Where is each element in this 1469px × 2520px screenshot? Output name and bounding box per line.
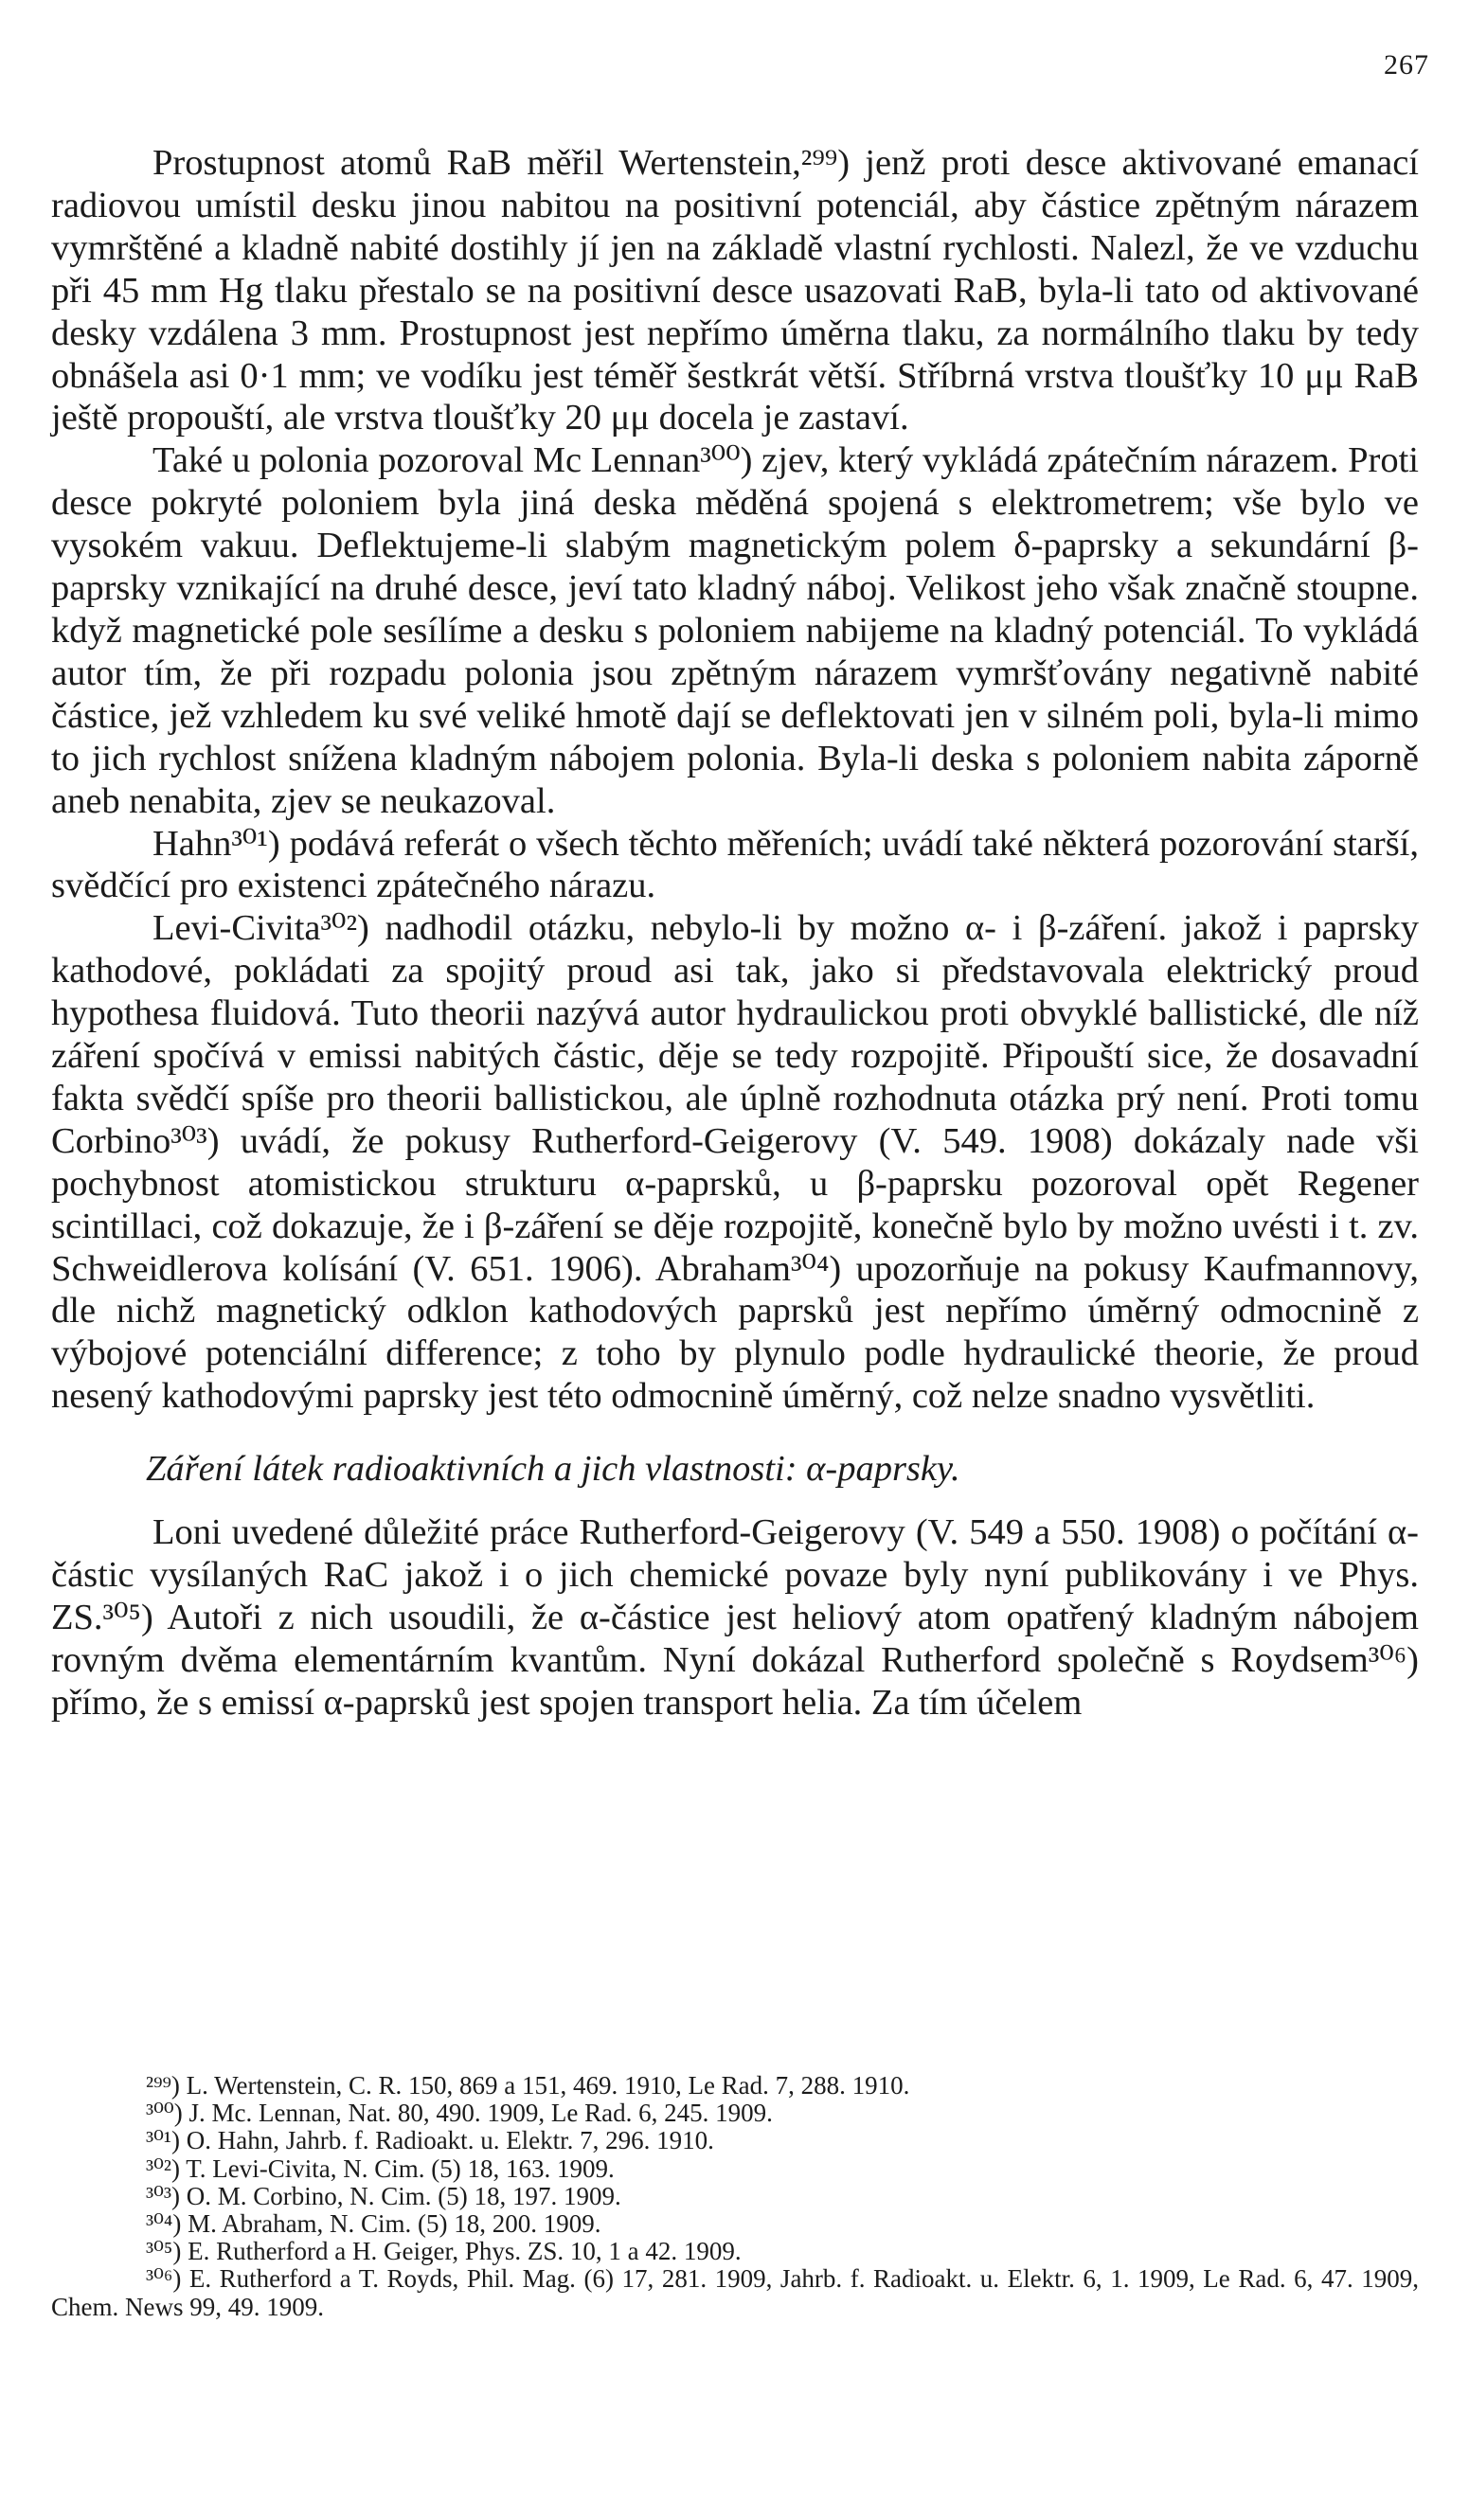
page-number: 267 bbox=[1384, 49, 1429, 80]
footnotes bbox=[51, 2072, 1419, 2321]
footnote-303: ³⁰³) O. M. Corbino, N. Cim. (5) 18, 197. 1909. bbox=[146, 2181, 621, 2210]
section-heading: Záření látek radioaktivních a jich vlastnosti: α-paprsky. bbox=[146, 1449, 960, 1490]
footnote-299: ²⁹⁹) L. Wertenstein, C. R. 150, 869 a 151, 469. 1910, Le Rad. 7, 288. 1910. bbox=[146, 2071, 910, 2100]
paragraph-wertenstein: Prostupnost atomů RaB měřil Wertenstein,²⁹⁹) jenž proti desce aktivované emanací radiovou umístil desku jinou nabitou na positivní potenciál, aby částice zpětným nárazem vymrštěné a kladně nabité dostihly jí jen na základě vlastní rychlosti. Nalezl, že ve vzduchu při 45 mm Hg tlaku přestalo se na positivní desce usazovati RaB, byla-li tato od aktivované desky vzdálena 3 mm. Prostupnost jest nepřímo úměrna tlaku, za normálního tlaku by tedy obnášela asi 0·1 mm; ve vodíku jest téměř šestkrát větší. Stříbrná vrstva tloušťky 10 μμ RaB ještě propouští, ale vrstva tloušťky 20 μμ docela je zastaví. bbox=[51, 143, 1419, 438]
footnote-301: ³⁰¹) O. Hahn, Jahrb. f. Radioakt. u. Elektr. 7, 296. 1910. bbox=[146, 2126, 714, 2155]
paragraph-hahn: Hahn³⁰¹) podává referát o všech těchto měřeních; uvádí také některá pozorování starší, svědčící pro existenci zpátečného nárazu. bbox=[51, 823, 1419, 906]
body-text bbox=[51, 142, 1419, 1725]
footnote-305: ³⁰⁵) E. Rutherford a H. Geiger, Phys. ZS. 10, 1 a 42. 1909. bbox=[146, 2237, 742, 2266]
footnote-304: ³⁰⁴) M. Abraham, N. Cim. (5) 18, 200. 1909. bbox=[146, 2209, 601, 2239]
footnote-300: ³⁰⁰) J. Mc. Lennan, Nat. 80, 490. 1909, Le Rad. 6, 245. 1909. bbox=[146, 2099, 773, 2128]
paragraph-rutherford-geiger: Loni uvedené důležité práce Rutherford-Geigerovy (V. 549 a 550. 1908) o počítání α-částic vysílaných RaC jakož i o jich chemické povaze byly nyní publikovány i ve Phys. ZS.³⁰⁵) Autoři z nich usoudili, že α-částice jest heliový atom opatřený kladným nábojem rovným dvěma elementárním kvantům. Nyní dokázal Rutherford společně s Roydsem³⁰⁶) přímo, že s emissí α-paprsků jest spojen transport helia. Za tím účelem bbox=[51, 1512, 1419, 1723]
footnote-302: ³⁰²) T. Levi-Civita, N. Cim. (5) 18, 163. 1909. bbox=[146, 2154, 615, 2183]
paragraph-mc-lennan: Také u polonia pozoroval Mc Lennan³⁰⁰) zjev, který vykládá zpátečním nárazem. Proti desce pokryté poloniem byla jiná deska měděná spojená s elektrometrem; vše bylo ve vysokém vakuu. Deflektujeme-li slabým magnetickým polem δ-paprsky a sekundární β-paprsky vznikající na druhé desce, jeví tato kladný náboj. Velikost jeho však značně stoupne. když magnetické pole sesílíme a desku s poloniem nabijeme na kladný potenciál. To vykládá autor tím, že při rozpadu polonia jsou zpětným nárazem vymršťovány negativně nabité částice, jež vzhledem ku své veliké hmotě dají se deflektovati jen v silném poli, byla-li mimo to jich rychlost snížena kladným nábojem polonia. Byla-li deska s poloniem nabita záporně aneb nenabita, zjev se neukazoval. bbox=[51, 440, 1419, 821]
footnote-306: ³⁰⁶) E. Rutherford a T. Royds, Phil. Mag. (6) 17, 281. 1909, Jahrb. f. Radioakt. u. Elektr. 6, 1. 1909, Le Rad. 6, 47. 1909, Chem. News 99, 49. 1909. bbox=[51, 2264, 1419, 2321]
paragraph-levi-civita: Levi-Civita³⁰²) nadhodil otázku, nebylo-li by možno α- i β-záření. jakož i paprsky kathodové, pokládati za spojitý proud asi tak, jako si představovala elektrický proud hypothesa fluidová. Tuto theorii nazývá autor hydraulickou proti obvyklé ballistické, dle níž záření spočívá v emissi nabitých částic, děje se tedy rozpojitě. Připouští sice, že dosavadní fakta svědčí spíše pro theorii ballistickou, ale úplně rozhodnuta otázka prý není. Proti tomu Corbino³⁰³) uvádí, že pokusy Rutherford-Geigerovy (V. 549. 1908) dokázaly nade vši pochybnost atomistickou strukturu α-paprsků, u β-paprsku pozoroval opět Regener scintillaci, což dokazuje, že i β-záření se děje rozpojitě, konečně bylo by možno uvésti i t. zv. Schweidlerova kolísání (V. 651. 1906). Abraham³⁰⁴) upozorňuje na pokusy Kaufmannovy, dle nichž magnetický odklon kathodových paprsků jest nepřímo úměrný odmocnině z výbojové potenciální difference; z toho by plynulo podle hydraulické theorie, že proud nesený kathodovými paprsky jest této odmocnině úměrný, což nelze snadno vysvětliti. bbox=[51, 908, 1419, 1417]
